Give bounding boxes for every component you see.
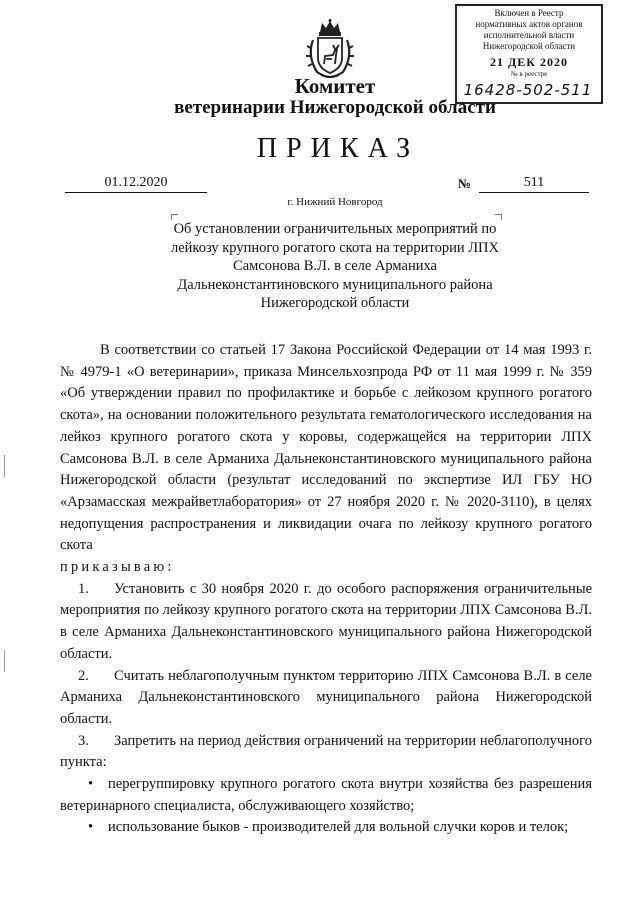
item-number: 2. <box>78 667 89 684</box>
bullet-icon: • <box>88 819 94 836</box>
item-number: 3. <box>78 732 89 749</box>
stamp-date: 21 ДЕК 2020 <box>490 55 568 69</box>
city-line: г. Нижний Новгород <box>287 196 383 208</box>
committee-title: Комитет <box>294 74 376 98</box>
document-type-heading: ПРИКАЗ <box>256 133 420 164</box>
stamp-line-4: Нижегородской области <box>482 41 576 51</box>
number-sign: № <box>458 176 472 191</box>
item-text: Установить с 30 ноября 2020 г. до особого распоряжения ограничительные мероприятия по лейкозу крупного рогатого скота на территории ЛПХ Самсонова В.Л. в селе Арманиха Дальнеконстантиновского муниципального района Нижегородской области. <box>60 580 592 662</box>
stamp-line-2: нормативных актов органов <box>475 19 583 29</box>
order-date: 01.12.2020 <box>65 174 207 193</box>
stamp-line-3: исполнительной власти <box>483 30 575 40</box>
coat-of-arms-icon <box>303 18 357 80</box>
bullet-icon: • <box>88 776 94 793</box>
bullet-item-2 <box>60 817 592 839</box>
scan-margin-mark <box>4 455 5 477</box>
stamp-registry-number: 16428-502-511 <box>463 81 593 99</box>
item-text: Запретить на период действия ограничений на территории неблагополучного пункта: <box>60 732 592 771</box>
order-body <box>60 340 592 839</box>
order-item-2 <box>60 666 592 731</box>
bullet-item-1 <box>60 774 592 817</box>
item-text: Считать неблагополучным пунктом территорию ЛПХ Самсонова В.Л. в селе Арманиха Дальнеконстантиновского муниципального района Нижегородской области. <box>60 667 592 727</box>
stamp-registry-label: № в реестре <box>511 70 548 78</box>
preamble-paragraph: В соответствии со статьей 17 Закона Российской Федерации от 14 мая 1993 г. № 4979-1 «О ветеринарии», приказа Минсельхозпрода РФ от 11 мая 1999 г. № 359 «Об утверждении правил по профилактике и борьбе с лейкозом крупного рогатого скота», на основании положительного результата гематологического исследования на лейкоз крупного рогатого скота у коровы, содержащейся на территории ЛПХ Самсонова В.Л. в селе Арманиха Дальнеконстантиновского муниципального района Нижегородской области (результат исследований по экспертизе ИЛ ГБУ НО «Арзамасская межрайветлаборатория» от 27 ноября 2020 г. № 2020-3110), в целях недопущения распространения и ликвидации очага по лейкозу крупного рогатого скота <box>60 342 592 554</box>
order-word: приказываю: <box>60 559 175 576</box>
order-item-3 <box>60 731 592 774</box>
order-item-1 <box>60 579 592 666</box>
committee-subtitle: ветеринарии Нижегородской области <box>174 97 496 118</box>
scan-margin-mark <box>4 650 5 672</box>
bullet-text: использование быков - производителей для вольной случки коров и телок; <box>108 819 569 836</box>
order-number: 511 <box>479 174 589 193</box>
bullet-text: перегруппировку крупного рогатого скота внутри хозяйства без разрешения ветеринарного специалиста, обслуживающего хозяйство; <box>60 776 592 814</box>
item-number: 1. <box>78 580 89 597</box>
stamp-line-1: Включен в Реестр <box>494 8 564 18</box>
order-subject: Об установлении ограничительных мероприятий по лейкозу крупного рогатого скота на территории ЛПХ Самсонова В.Л. в селе Арманиха Дальнеконстантиновского муниципального района Нижегородской области <box>170 221 500 311</box>
